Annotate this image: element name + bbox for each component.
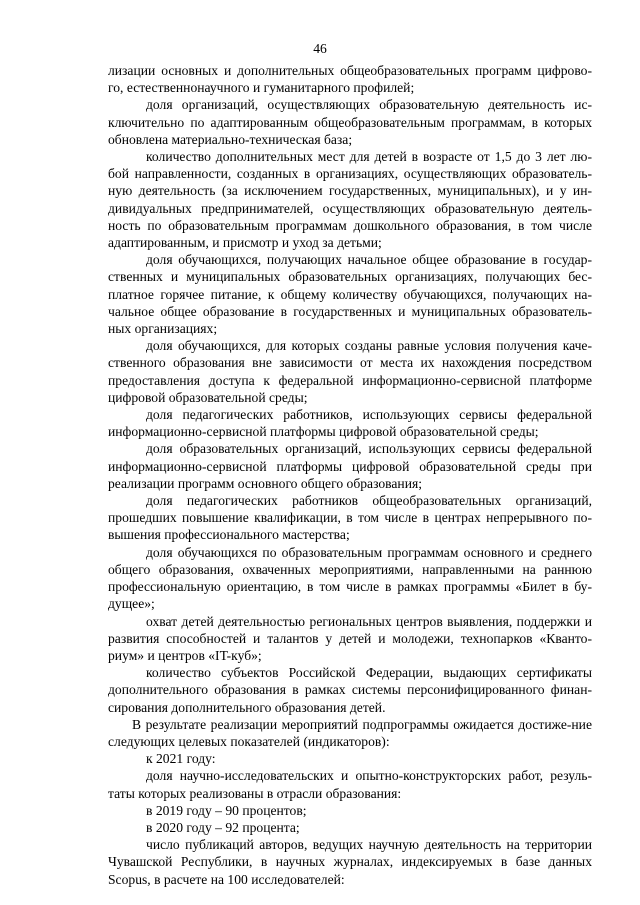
paragraph bbox=[108, 544, 592, 613]
paragraph bbox=[108, 716, 592, 750]
paragraph-text: в 2019 году – 90 процентов; bbox=[146, 802, 307, 818]
paragraph-text: доля обучающихся, получающих начальное общее образование в государ-ственных и муниципальных образовательных организациях, получающих бес-платное горячее питание, к общему количеству обучающихся, получающих на-чальное общее образование в государственных и муниципальных образователь-ных организациях; bbox=[108, 252, 592, 337]
paragraph bbox=[108, 440, 592, 492]
paragraph-text: к 2021 году: bbox=[146, 751, 216, 767]
paragraph-text: доля обучающихся по образовательным программам основного и среднего общего образования, охваченных мероприятиями, направленными на раннюю профессиональную ориентацию, в том числе в рамках программы «Билет в бу-дущее»; bbox=[108, 544, 592, 612]
paragraph-text: количество субъектов Российской Федерации, выдающих сертификаты дополнительного образования в рамках системы персонифицированного финан-сирования дополнительного образования детей. bbox=[108, 665, 592, 715]
paragraph-text: доля организаций, осуществляющих образовательную деятельность ис-ключительно по адаптированным общеобразовательным программам, в которых обновлена материально-техническая база; bbox=[108, 97, 592, 147]
page-number: 46 bbox=[313, 41, 327, 56]
paragraph bbox=[108, 148, 592, 251]
paragraph-text: охват детей деятельностью региональных центров выявления, поддержки и развития способностей и талантов у детей и молодежи, технопарков «Кванто-риум» и центров «IT-куб»; bbox=[108, 613, 592, 663]
paragraph-text: в 2020 году – 92 процента; bbox=[146, 819, 300, 835]
paragraph bbox=[108, 492, 592, 544]
paragraph bbox=[108, 802, 592, 819]
paragraph bbox=[108, 836, 592, 888]
paragraph bbox=[108, 750, 592, 767]
body-text bbox=[108, 62, 592, 888]
paragraph bbox=[108, 337, 592, 406]
paragraph bbox=[108, 664, 592, 716]
paragraph bbox=[108, 613, 592, 665]
paragraph bbox=[108, 62, 592, 96]
paragraph-text: число публикаций авторов, ведущих научную деятельность на территории Чувашской Республики, в научных журналах, индексируемых в базе данных Scopus, в расчете на 100 исследователей: bbox=[108, 837, 592, 887]
paragraph bbox=[108, 767, 592, 801]
paragraph-text: доля обучающихся, для которых созданы равные условия получения каче-ственного образования вне зависимости от места их нахождения посредством предоставления доступа к федеральной информационно-сервисной платформе цифровой образовательной среды; bbox=[108, 338, 592, 405]
paragraph bbox=[108, 819, 592, 836]
paragraph-text: доля образовательных организаций, использующих сервисы федеральной информационно-сервисной платформы цифровой образовательной среды при реализации программ основного общего образования; bbox=[108, 441, 592, 491]
paragraph bbox=[108, 406, 592, 440]
paragraph-text: доля педагогических работников, использующих сервисы федеральной информационно-сервисной платформы цифровой образовательной среды; bbox=[108, 407, 592, 440]
paragraph-text: доля педагогических работников общеобразовательных организаций, прошедших повышение квалификации, в том числе в центрах непрерывного по-вышения профессионального мастерства; bbox=[108, 493, 592, 543]
paragraph-text: В результате реализации мероприятий подпрограммы ожидается достиже-ние следующих целевых показателей (индикаторов): bbox=[108, 716, 592, 749]
paragraph-text: количество дополнительных мест для детей в возрасте от 1,5 до 3 лет лю-бой направленности, созданных в организациях, осуществляющих образователь-ную деятельность (за исключением государственных, муниципальных), и у ин-дивидуальных предпринимателей, осуществляющих образовательную деятель-ность по образовательным программам дошкольного образования, в том числе адаптированным, и присмотр и уход за детьми; bbox=[108, 149, 592, 251]
paragraph-text: доля научно-исследовательских и опытно-конструкторских работ, резуль-таты которых реализованы в отрасли образования: bbox=[108, 768, 592, 801]
paragraph bbox=[108, 251, 592, 337]
paragraph bbox=[108, 96, 592, 148]
paragraph-text: лизации основных и дополнительных общеобразовательных программ цифрово-го, естественнонаучного и гуманитарного профилей; bbox=[108, 63, 592, 96]
